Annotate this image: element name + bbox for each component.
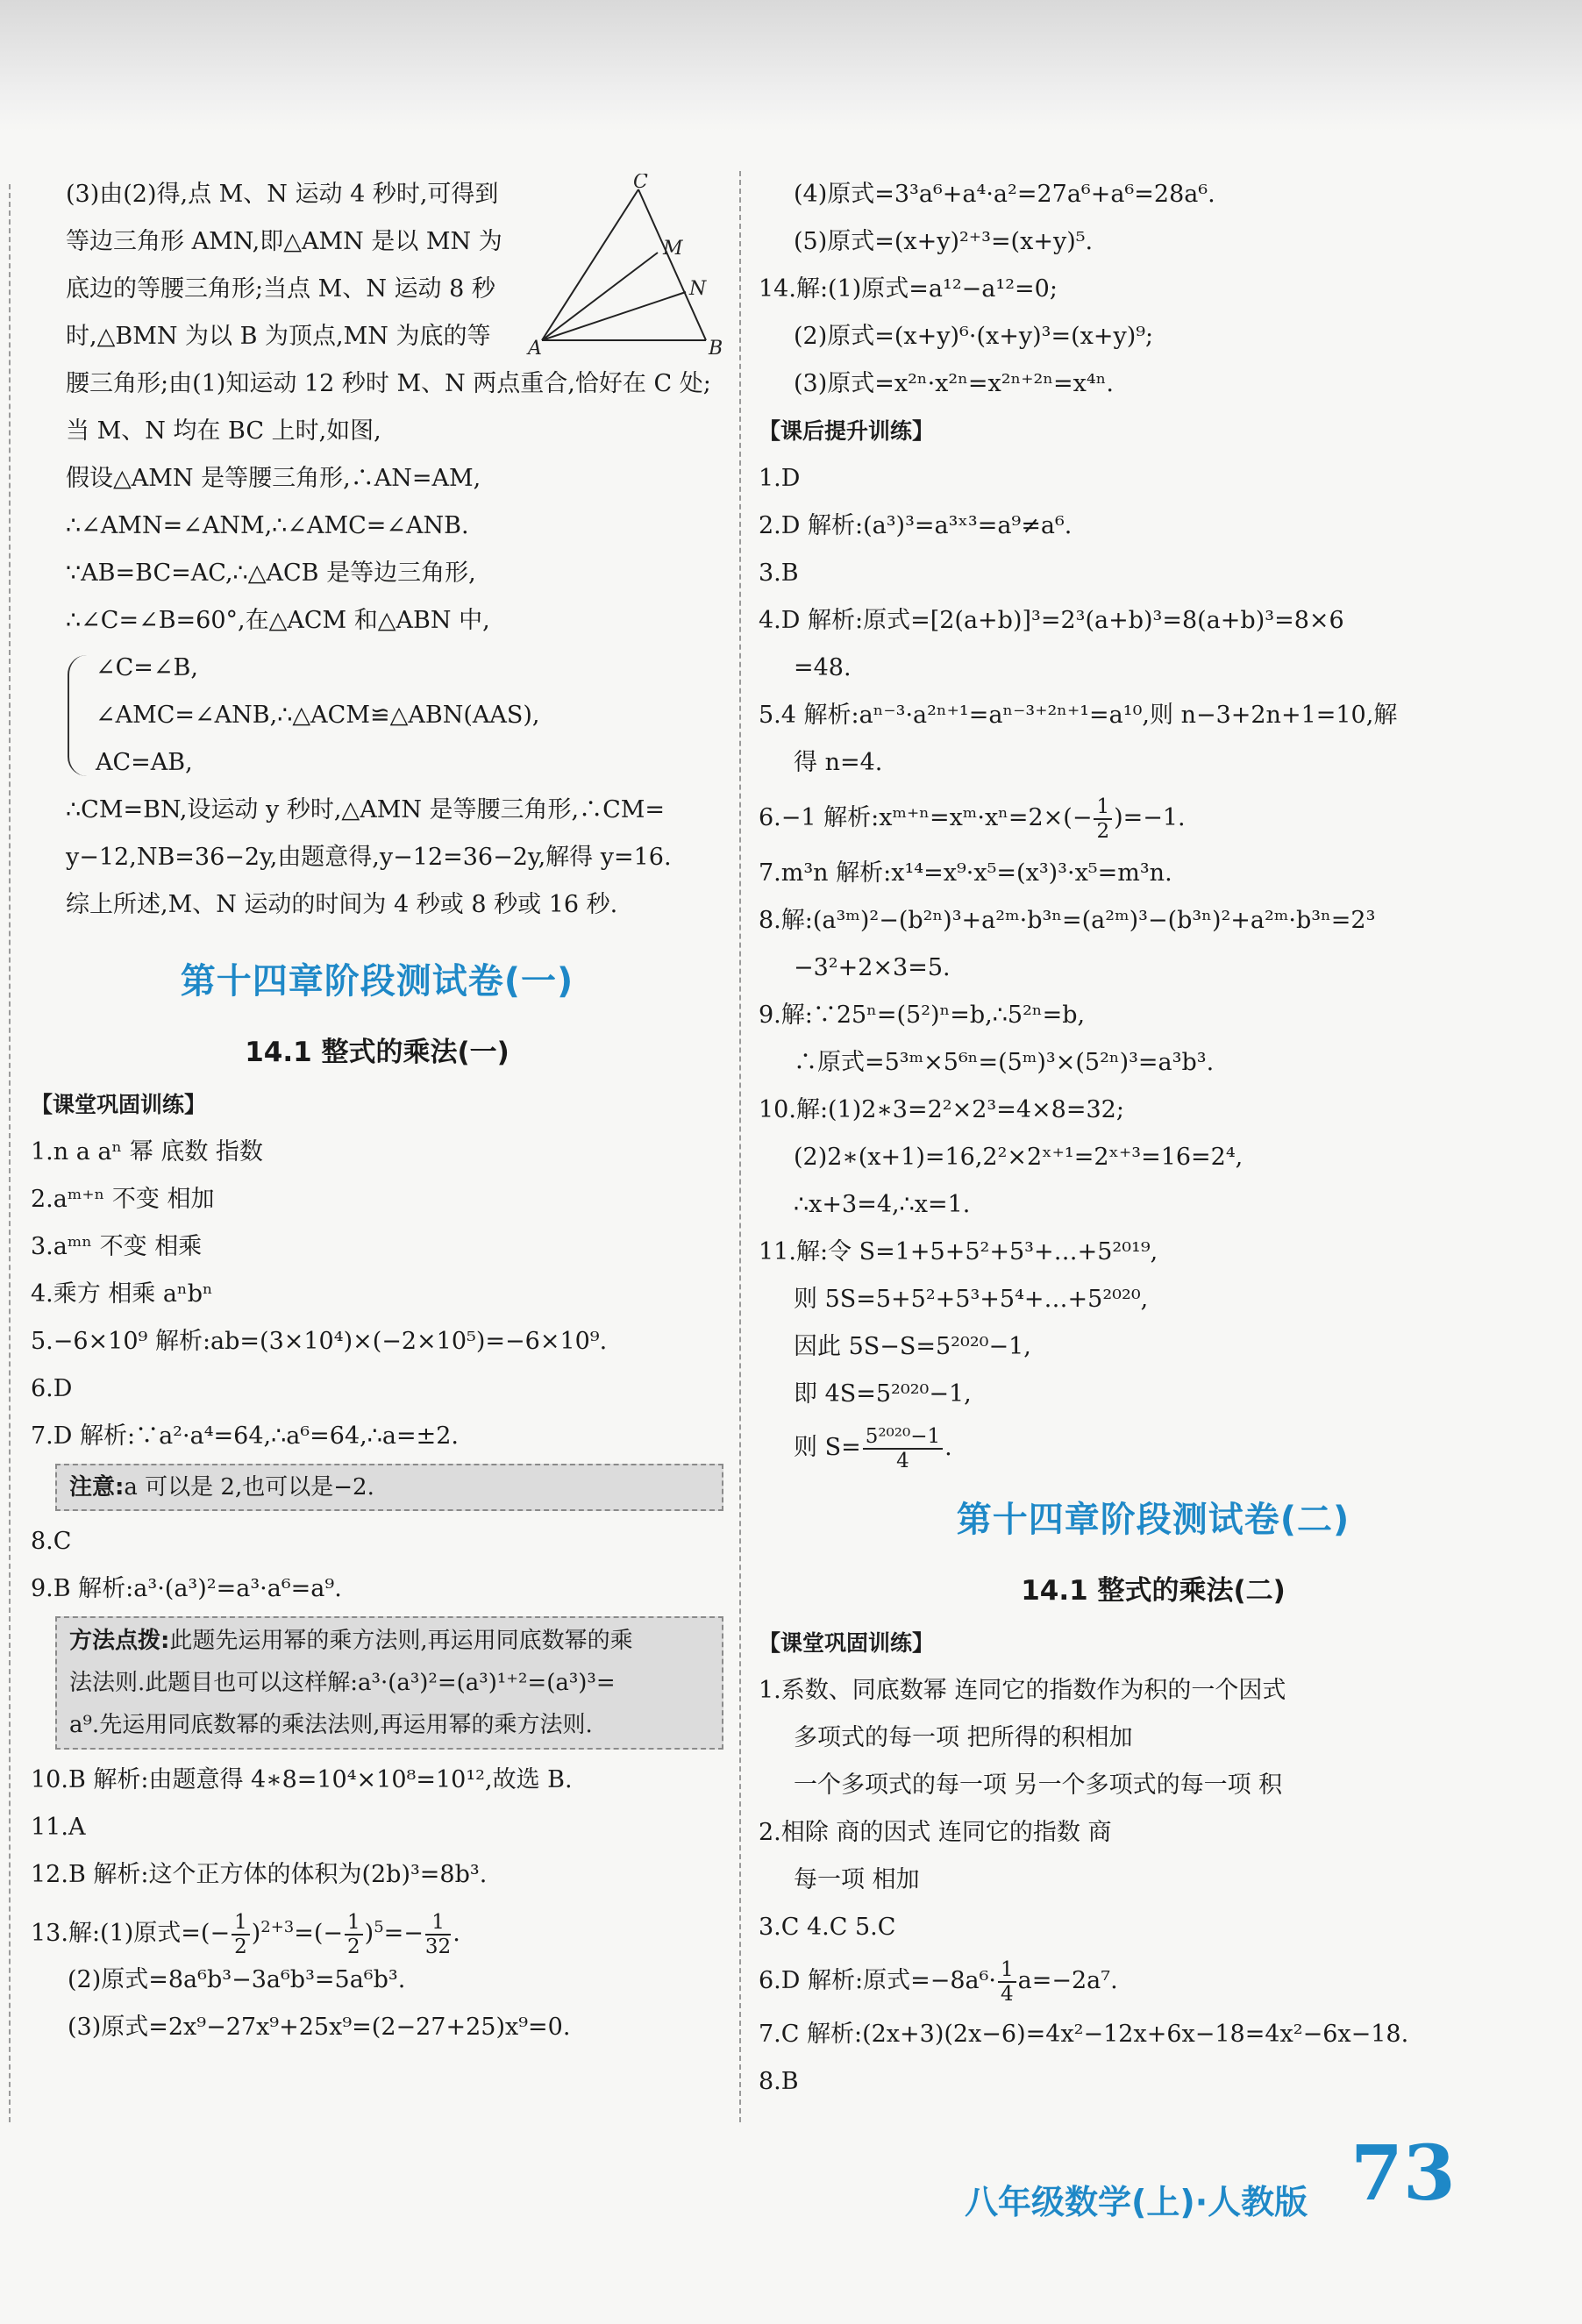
text-line: ∠AMC=∠ANB,∴△ACM≌△ABN(AAS), <box>96 702 540 729</box>
chapter-title: 第十四章阶段测试卷(一) <box>180 961 574 1002</box>
answer-line: 5.−6×10⁹ 解析:ab=(3×10⁴)×(−2×10⁵)=−6×10⁹. <box>31 1328 608 1355</box>
text-line: 当 M、N 均在 BC 上时,如图, <box>66 417 381 445</box>
answers-group <box>31 1129 723 1460</box>
answer-line: 3.B <box>759 560 799 587</box>
answer-line: 7.C 解析:(2x+3)(2x−6)=4x²−12x+6x−18=4x²−6x−18. <box>759 2021 1409 2048</box>
text-line: ∴CM=BN,设运动 y 秒时,△AMN 是等腰三角形,∴CM= <box>66 796 666 823</box>
answer-line: (2)原式=8a⁶b³−3a⁶b³=5a⁶b³. <box>68 1966 406 1993</box>
section-title: 14.1 整式的乘法(一) <box>245 1037 510 1068</box>
tip-text: a⁹.先运用同底数幂的乘法法则,再运用幂的乘方法则. <box>69 1712 593 1738</box>
q11-final-line <box>759 1418 1548 1478</box>
q6b-suffix: a=−2a⁷. <box>1017 1967 1118 1994</box>
answer-line: 3.C 4.C 5.C <box>759 1914 896 1941</box>
answer-line: 2.D 解析:(a³)³=a³ˣ³=a⁹≠a⁶. <box>759 512 1072 539</box>
method-tip-box <box>55 1616 723 1750</box>
q13-line: 13.解:(1)原式=(− $\frac{1}{2}$ )$^{2+3}$=(− $\frac{1}{2}$ )$^5$=− $\frac{1}{32}$ . <box>31 1910 460 1958</box>
q6b-prefix: 6.D 解析:原式=−8a⁶· <box>759 1967 997 1994</box>
column-divider <box>739 171 741 2122</box>
answer-line: 即 4S=5²⁰²⁰−1, <box>794 1380 972 1408</box>
left-margin-rule <box>9 184 11 2122</box>
text-line: 综上所述,M、N 运动的时间为 4 秒或 8 秒或 16 秒. <box>66 891 618 918</box>
answer-line: (2)2∗(x+1)=16,2²×2ˣ⁺¹=2ˣ⁺³=16=2⁴, <box>794 1144 1244 1171</box>
answer-line: ∴x+3=4,∴x=1. <box>794 1191 971 1218</box>
q13-exponent: 2+3 <box>260 1918 295 1936</box>
fraction-numerator: 1 <box>232 1911 250 1935</box>
fraction <box>863 1425 943 1472</box>
answer-line: 6.D <box>31 1375 73 1402</box>
q13-exponent: 5 <box>374 1918 384 1936</box>
q11-suffix: . <box>944 1434 952 1461</box>
answer-line: 多项式的每一项 把所得的积相加 <box>794 1724 1133 1751</box>
fraction-denominator: 2 <box>1096 819 1110 843</box>
answer-line: (3)原式=2x⁹−27x⁹+25x⁹=(2−27+25)x⁹=0. <box>68 2014 571 2041</box>
text-line: 底边的等腰三角形;当点 M、N 运动 8 秒 <box>66 275 495 303</box>
answer-line: 5.4 解析:aⁿ⁻³·a²ⁿ⁺¹=aⁿ⁻³⁺²ⁿ⁺¹=a¹⁰,则 n−3+2n+1=10,解 <box>759 702 1398 729</box>
answer-line: (5)原式=(x+y)²⁺³=(x+y)⁵. <box>794 228 1094 255</box>
fraction-denominator: 4 <box>1001 1982 1014 2006</box>
fraction-numerator: 5²⁰²⁰−1 <box>863 1425 943 1450</box>
label-a: A <box>528 338 542 358</box>
text-line: 时,△BMN 为以 B 为顶点,MN 为底的等 <box>66 323 491 350</box>
segment-an <box>542 292 686 340</box>
fraction <box>232 1911 250 1958</box>
answer-line: 2.aᵐ⁺ⁿ 不变 相加 <box>31 1186 215 1213</box>
fraction-numerator: 1 <box>998 1958 1016 1983</box>
label-b: B <box>709 338 723 358</box>
bracket-heading: 【课堂巩固训练】 <box>31 1092 207 1117</box>
q6-suffix: )=−1. <box>1114 804 1186 831</box>
answer-line: 8.解:(a³ᵐ)²−(b²ⁿ)³+a²ᵐ·b³ⁿ=(a²ᵐ)³−(b³ⁿ)²+a²ᵐ·b³ⁿ=2³ <box>759 907 1376 934</box>
answer-line: (3)原式=x²ⁿ·x²ⁿ=x²ⁿ⁺²ⁿ=x⁴ⁿ. <box>794 370 1114 397</box>
label-m: M <box>663 238 683 260</box>
left-brace <box>68 655 89 776</box>
note-box <box>55 1464 723 1511</box>
answer-line: 每一项 相加 <box>794 1866 920 1893</box>
answer-line: (2)原式=(x+y)⁶·(x+y)³=(x+y)⁹; <box>794 323 1154 350</box>
q13-eq: =− <box>383 1920 424 1947</box>
tip-text: 法法则.此题目也可以这样解:a³·(a³)²=(a³)¹⁺²=(a³)³= <box>69 1670 616 1696</box>
side-cb <box>638 189 706 340</box>
tip-text: 此题先运用幂的乘方法则,再运用同底数幂的乘 <box>169 1628 633 1654</box>
fraction <box>998 1958 1016 2006</box>
text-line: ∴∠AMN=∠ANM,∴∠AMC=∠ANB. <box>66 512 469 539</box>
fraction <box>1094 795 1112 843</box>
label-c: C <box>633 174 648 193</box>
q13-prefix: 13.解:(1)原式=(− <box>31 1920 231 1947</box>
answer-line: 9.解:∵25ⁿ=(5²)ⁿ=b,∴5²ⁿ=b, <box>759 1002 1086 1029</box>
text-line: ∴∠C=∠B=60°,在△ACM 和△ABN 中, <box>66 607 490 634</box>
answer-line: ∴原式=5³ᵐ×5⁶ⁿ=(5ᵐ)³×(5²ⁿ)³=a³b³. <box>794 1049 1215 1076</box>
left-column <box>31 171 723 2051</box>
answer-line: 11.A <box>31 1814 86 1841</box>
answer-line: 则 5S=5+5²+5³+5⁴+…+5²⁰²⁰, <box>794 1286 1149 1313</box>
answer-line: 1.D <box>759 465 801 492</box>
fraction-denominator: 32 <box>424 1935 452 1958</box>
book-title: 八年级数学(上)·人教版 <box>965 2183 1308 2221</box>
answer-line: 8.C <box>31 1528 72 1555</box>
q6-line <box>759 787 1548 850</box>
answer-line: 3.aᵐⁿ 不变 相乘 <box>31 1233 203 1260</box>
segment-am <box>542 253 658 340</box>
congruence-system <box>31 645 723 787</box>
answer-line: 12.B 解析:这个正方体的体积为(2b)³=8b³. <box>31 1861 488 1888</box>
answer-line: 4.乘方 相乘 aⁿbⁿ <box>31 1280 213 1308</box>
answer-line: 10.B 解析:由题意得 4∗8=10⁴×10⁸=10¹²,故选 B. <box>31 1766 573 1793</box>
right-column <box>759 171 1548 2106</box>
answer-line: 因此 5S−S=5²⁰²⁰−1, <box>794 1333 1031 1360</box>
answer-line: (4)原式=3³a⁶+a⁴·a²=27a⁶+a⁶=28a⁶. <box>794 181 1215 208</box>
fraction-numerator: 1 <box>345 1911 363 1935</box>
q6b-line <box>759 1951 1548 2011</box>
text-line: (3)由(2)得,点 M、N 运动 4 秒时,可得到 <box>66 181 499 208</box>
fraction-denominator: 2 <box>234 1935 247 1958</box>
text-line: 等边三角形 AMN,即△AMN 是以 MN 为 <box>66 228 502 255</box>
q6-prefix: 6.−1 解析:xᵐ⁺ⁿ=xᵐ·xⁿ=2×(− <box>759 804 1093 831</box>
answer-line: =48. <box>794 654 852 681</box>
note-text: a 可以是 2,也可以是−2. <box>124 1474 374 1501</box>
page-footer <box>965 2129 1473 2236</box>
side-ac <box>542 189 638 340</box>
fraction <box>345 1911 363 1958</box>
label-n: N <box>689 278 707 300</box>
page-number: 73 <box>1350 2129 1456 2218</box>
answer-line: 9.B 解析:a³·(a³)²=a³·a⁶=a⁹. <box>31 1575 342 1602</box>
section-title: 14.1 整式的乘法(二) <box>1021 1575 1286 1607</box>
fraction-denominator: 4 <box>896 1449 909 1472</box>
answer-line: 4.D 解析:原式=[2(a+b)]³=2³(a+b)³=8(a+b)³=8×6 <box>759 607 1344 634</box>
q11-prefix: 则 S= <box>794 1434 861 1461</box>
answer-line: 1.n a aⁿ 幂 底数 指数 <box>31 1138 263 1166</box>
tip-label: 方法点拨: <box>69 1628 170 1654</box>
answer-line: 一个多项式的每一项 另一个多项式的每一项 积 <box>794 1772 1283 1799</box>
answer-line: 7.D 解析:∵a²·a⁴=64,∴a⁶=64,∴a=±2. <box>31 1422 460 1450</box>
top-scan-shadow <box>0 0 1582 132</box>
q13-eq: =(− <box>294 1920 344 1947</box>
fraction <box>425 1911 451 1958</box>
answer-line: 1.系数、同底数幂 连同它的指数作为积的一个因式 <box>759 1677 1286 1704</box>
note-label: 注意: <box>69 1474 125 1501</box>
fraction-numerator: 1 <box>1094 795 1112 820</box>
fraction-denominator: 2 <box>347 1935 360 1958</box>
text-line: ∵AB=BC=AC,∴△ACB 是等边三角形, <box>66 560 476 587</box>
answer-line: −3²+2×3=5. <box>794 954 951 981</box>
text-line: 腰三角形;由(1)知运动 12 秒时 M、N 两点重合,恰好在 C 处; <box>66 370 711 397</box>
bracket-heading: 【课后提升训练】 <box>759 418 935 444</box>
answer-line: 8.B <box>759 2068 799 2095</box>
answer-line: 11.解:令 S=1+5+5²+5³+…+5²⁰¹⁹, <box>759 1238 1158 1265</box>
answer-line: 10.解:(1)2∗3=2²×2³=4×8=32; <box>759 1096 1124 1123</box>
answer-line: 7.m³n 解析:x¹⁴=x⁹·x⁵=(x³)³·x⁵=m³n. <box>759 859 1172 887</box>
answer-line: 得 n=4. <box>794 749 883 776</box>
answer-line: 2.相除 商的因式 连同它的指数 商 <box>759 1819 1112 1846</box>
q13-paren: ) <box>364 1920 374 1947</box>
text-line: 假设△AMN 是等腰三角形,∴AN=AM, <box>66 465 481 492</box>
text-line: AC=AB, <box>96 749 193 776</box>
answer-line: 14.解:(1)原式=a¹²−a¹²=0; <box>759 275 1058 303</box>
q13-paren: ) <box>251 1920 261 1947</box>
chapter-title: 第十四章阶段测试卷(二) <box>956 1500 1350 1540</box>
fraction-numerator: 1 <box>425 1911 451 1935</box>
text-line: ∠C=∠B, <box>96 654 198 681</box>
bracket-heading: 【课堂巩固训练】 <box>759 1630 935 1656</box>
triangle-figure <box>526 174 728 358</box>
text-line: y−12,NB=36−2y,由题意得,y−12=36−2y,解得 y=16. <box>66 844 672 871</box>
